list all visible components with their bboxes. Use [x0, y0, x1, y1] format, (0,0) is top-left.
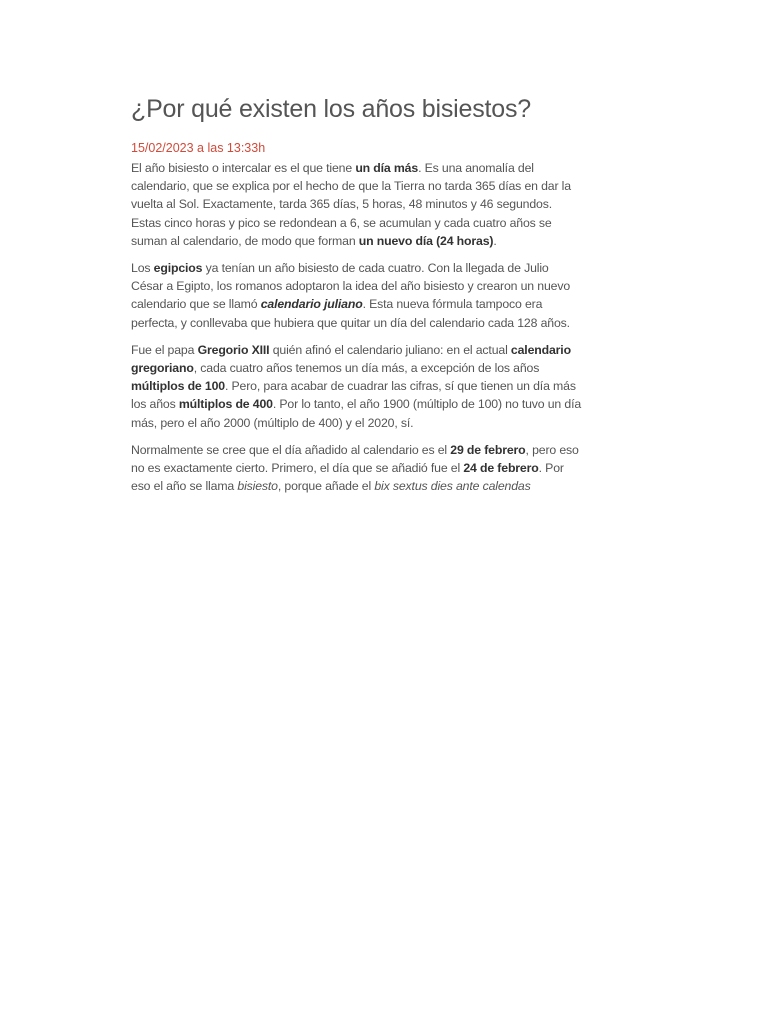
paragraph-1	[131, 159, 583, 250]
article	[131, 92, 583, 504]
text: . Por lo tanto, el año 1900 (múltiplo de 100) no tuvo un día más, pero el año 2000 (múltiplo de 400) y el 2020, sí.	[131, 397, 582, 430]
text: Fue el papa	[131, 342, 198, 357]
bold-text: múltiplos de 400	[178, 397, 273, 412]
publish-date: 15/02/2023 a las 13:33h	[131, 141, 266, 155]
bold-italic-text: calendario juliano	[260, 297, 363, 312]
article-title: ¿Por qué existen los años bisiestos?	[131, 95, 531, 123]
text: .	[493, 233, 497, 248]
paragraph-3	[131, 341, 583, 432]
bold-text: Gregorio XIII	[197, 342, 270, 357]
paragraph-2	[131, 259, 583, 332]
text: , porque añade el	[277, 479, 375, 494]
text: ya tenían un año bisiesto de cada cuatro. Con la llegada de Julio César a Egipto, los romanos adoptaron la idea del año bisiesto y crearon un nuevo calendario que se llamó	[131, 261, 571, 312]
text: . Pero, para acabar de cuadrar las cifras, sí que tienen un día más los años	[131, 379, 576, 412]
italic-text: bisiesto	[237, 479, 278, 494]
bold-text: egipcios	[153, 261, 203, 276]
text: . Es una anomalía del calendario, que se explica por el hecho de que la Tierra no tarda 365 días en dar la vuelta al Sol. Exactamente, tarda 365 días, 5 horas, 48 minutos y 46 segundos. Estas cinco horas y pico se redondean a 6, se acumulan y cada cuatro años se suman al calendario, de modo que forman	[131, 161, 571, 248]
bold-text: calendario gregoriano	[131, 342, 571, 376]
text: , cada cuatro años tenemos un día más, a excepción de los años	[193, 361, 540, 376]
bold-text: múltiplos de 100	[131, 379, 225, 394]
bold-text: un día más	[355, 161, 419, 175]
text: . Esta nueva fórmula tampoco era perfecta, y conllevaba que hubiera que quitar un día del calendario cada 128 años.	[131, 297, 570, 330]
text: . Por eso el año se llama	[131, 461, 564, 494]
text: quién afinó el calendario juliano: en el actual	[269, 342, 511, 357]
text: , pero eso no es exactamente cierto. Primero, el día que se añadió fue el	[131, 442, 579, 476]
paragraph-4	[131, 441, 583, 496]
italic-text: bix sextus dies ante calendas	[374, 479, 531, 494]
bold-text: 24 de febrero	[463, 461, 539, 476]
text: Los	[131, 261, 154, 276]
bold-text: un nuevo día (24 horas)	[358, 233, 494, 248]
text: Normalmente se cree que el día añadido al calendario es el	[131, 442, 451, 457]
bold-text: 29 de febrero	[450, 442, 526, 457]
text: El año bisiesto o intercalar es el que tiene	[131, 161, 356, 175]
